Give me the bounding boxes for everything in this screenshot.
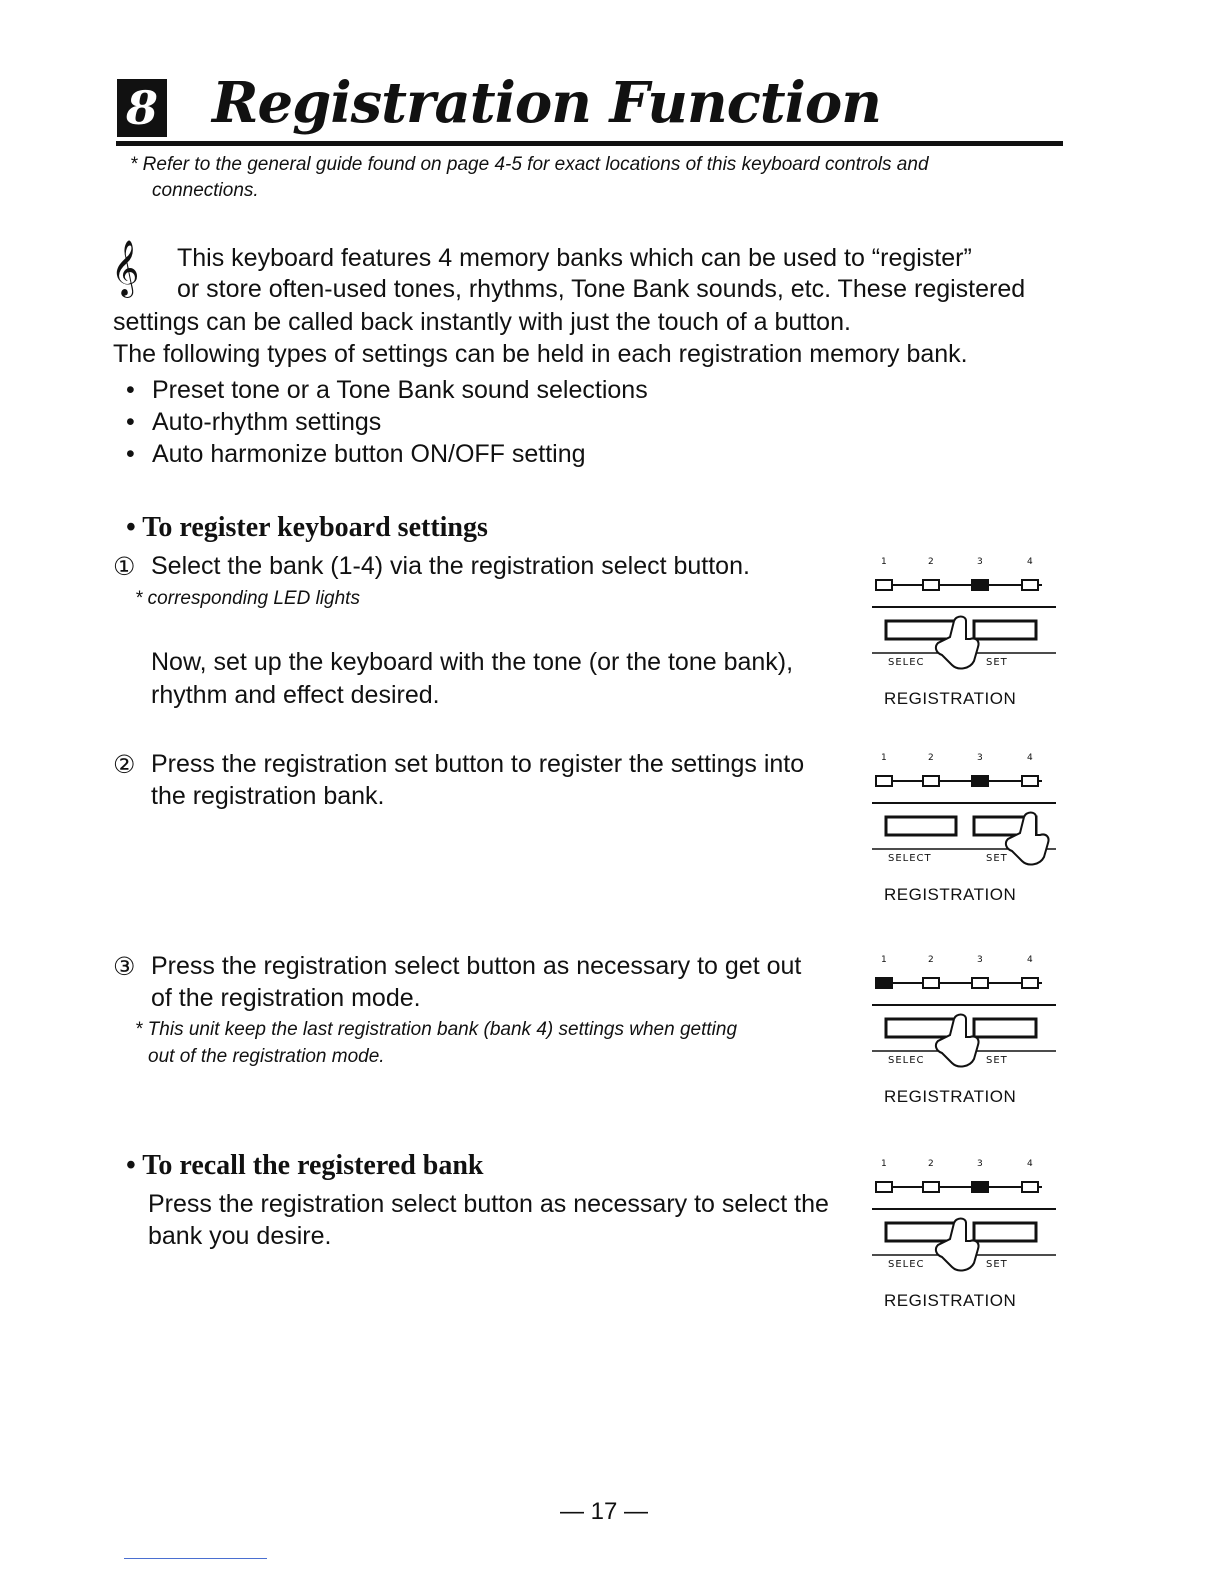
- bank-label-1: 1: [881, 557, 887, 567]
- select-label: SELEC: [888, 1055, 925, 1066]
- registration-panel-diagram-1: [868, 555, 1068, 715]
- registration-panel-diagram-2: [868, 751, 1068, 911]
- intro-line1: This keyboard features 4 memory banks which can be used to “register”: [177, 244, 972, 272]
- set-button-shape: [974, 1223, 1036, 1241]
- intro-line3: settings can be called back instantly with just the touch of a button.: [113, 308, 851, 336]
- registration-label: REGISTRATION: [884, 1291, 1017, 1310]
- led-3: [972, 1182, 988, 1192]
- registration-label: REGISTRATION: [884, 689, 1017, 708]
- select-label: SELECT: [888, 853, 932, 864]
- step1-detail1: Now, set up the keyboard with the tone (or the tone bank),: [151, 648, 794, 676]
- select-label: SELEC: [888, 657, 925, 668]
- bank-label-3: 3: [977, 1159, 983, 1169]
- step1-note: * corresponding LED lights: [135, 588, 360, 609]
- set-label: SET: [986, 853, 1008, 864]
- set-label: SET: [986, 1055, 1008, 1066]
- header-note-line2: connections.: [152, 180, 259, 201]
- led-4: [1022, 978, 1038, 988]
- set-button-shape: [974, 1019, 1036, 1037]
- step3-line1: Press the registration select button as necessary to get out: [151, 952, 802, 980]
- recall-heading: • To recall the registered bank: [126, 1150, 484, 1181]
- step2-line2: the registration bank.: [151, 782, 385, 810]
- led-3: [972, 580, 988, 590]
- led-2: [923, 776, 939, 786]
- step2-number: ②: [113, 750, 136, 779]
- title-rule: [116, 141, 1063, 146]
- bank-label-4: 4: [1027, 557, 1033, 567]
- bank-label-1: 1: [881, 955, 887, 965]
- set-button-shape: [974, 621, 1036, 639]
- registration-label: REGISTRATION: [884, 1087, 1017, 1106]
- list-item: • Preset tone or a Tone Bank sound selections: [126, 376, 648, 404]
- step3-line2: of the registration mode.: [151, 984, 421, 1012]
- page-number: — 17 —: [560, 1498, 649, 1525]
- header-note-line1: * Refer to the general guide found on page 4-5 for exact locations of this keyboard controls and: [130, 154, 929, 175]
- bank-label-1: 1: [881, 753, 887, 763]
- registration-label: REGISTRATION: [884, 885, 1017, 904]
- led-3: [972, 978, 988, 988]
- section-number-badge: 8: [117, 79, 167, 137]
- led-2: [923, 978, 939, 988]
- register-heading: • To register keyboard settings: [126, 512, 488, 543]
- step3-number: ③: [113, 952, 136, 981]
- select-button-shape: [886, 1223, 956, 1241]
- registration-panel-diagram-3: [868, 953, 1068, 1113]
- set-label: SET: [986, 1259, 1008, 1270]
- treble-clef-icon: 𝄞: [111, 240, 140, 296]
- bank-label-4: 4: [1027, 1159, 1033, 1169]
- step1-detail2: rhythm and effect desired.: [151, 681, 440, 709]
- footer-line: [124, 1558, 267, 1559]
- set-label: SET: [986, 657, 1008, 668]
- bank-label-3: 3: [977, 753, 983, 763]
- step1-number: ①: [113, 552, 136, 581]
- led-3: [972, 776, 988, 786]
- intro-line4: The following types of settings can be held in each registration memory bank.: [113, 340, 968, 368]
- step3-note2: out of the registration mode.: [148, 1046, 385, 1067]
- select-button-shape: [886, 1019, 956, 1037]
- led-2: [923, 580, 939, 590]
- bank-label-3: 3: [977, 557, 983, 567]
- list-item: • Auto harmonize button ON/OFF setting: [126, 440, 586, 468]
- bank-label-4: 4: [1027, 753, 1033, 763]
- led-1: [876, 580, 892, 590]
- recall-line1: Press the registration select button as necessary to select the: [148, 1190, 829, 1218]
- led-2: [923, 1182, 939, 1192]
- bank-label-4: 4: [1027, 955, 1033, 965]
- bank-label-1: 1: [881, 1159, 887, 1169]
- bank-label-2: 2: [928, 753, 934, 763]
- bank-label-2: 2: [928, 1159, 934, 1169]
- registration-panel-diagram-4: [868, 1157, 1068, 1317]
- led-4: [1022, 776, 1038, 786]
- header-note: [130, 152, 1070, 204]
- step3-note1: * This unit keep the last registration bank (bank 4) settings when getting: [135, 1019, 738, 1040]
- intro-line2: or store often-used tones, rhythms, Tone Bank sounds, etc. These registered: [177, 275, 1026, 303]
- led-1: [876, 978, 892, 988]
- select-button-shape: [886, 817, 956, 835]
- led-1: [876, 1182, 892, 1192]
- led-1: [876, 776, 892, 786]
- select-label: SELEC: [888, 1259, 925, 1270]
- led-4: [1022, 1182, 1038, 1192]
- led-4: [1022, 580, 1038, 590]
- settings-list: [126, 374, 648, 470]
- select-button-shape: [886, 621, 956, 639]
- list-item: • Auto-rhythm settings: [126, 408, 382, 436]
- bank-label-2: 2: [928, 955, 934, 965]
- bank-label-2: 2: [928, 557, 934, 567]
- bank-label-3: 3: [977, 955, 983, 965]
- recall-line2: bank you desire.: [148, 1222, 332, 1250]
- step1-text: Select the bank (1-4) via the registration select button.: [151, 552, 750, 580]
- page-title: Registration Function: [212, 70, 881, 136]
- step2-line1: Press the registration set button to register the settings into: [151, 750, 805, 778]
